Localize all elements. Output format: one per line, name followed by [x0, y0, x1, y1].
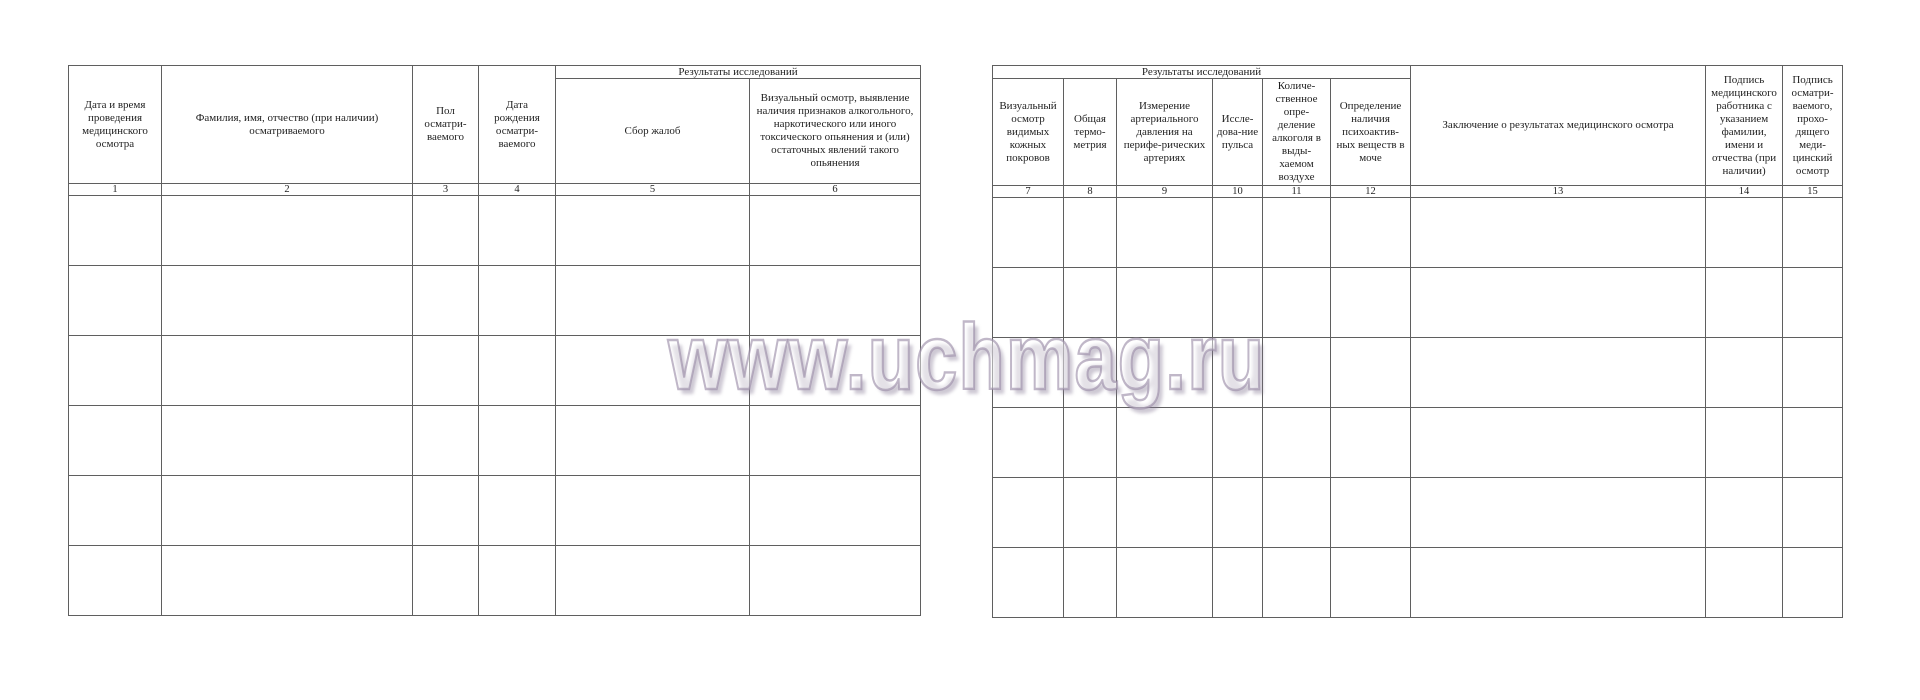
empty-entry-row — [993, 198, 1843, 268]
empty-cell — [750, 196, 921, 266]
empty-cell — [1411, 408, 1706, 478]
empty-entry-row — [993, 408, 1843, 478]
empty-cell — [1411, 268, 1706, 338]
empty-cell — [69, 196, 162, 266]
empty-entry-row — [69, 336, 921, 406]
empty-cell — [1783, 548, 1843, 618]
left-entry-rows — [69, 196, 921, 616]
empty-cell — [750, 546, 921, 616]
empty-cell — [69, 546, 162, 616]
empty-entry-row — [69, 266, 921, 336]
empty-cell — [1783, 268, 1843, 338]
header-col-8: Общая термо-метрия — [1064, 79, 1117, 186]
empty-cell — [556, 336, 750, 406]
empty-cell — [1411, 338, 1706, 408]
empty-cell — [413, 196, 479, 266]
empty-cell — [556, 476, 750, 546]
empty-cell — [993, 268, 1064, 338]
empty-cell — [413, 476, 479, 546]
header-col-14: Подпись медицинского работника с указанием фамилии, имени и отчества (при наличии) — [1706, 66, 1783, 186]
col-number-2: 2 — [162, 184, 413, 196]
empty-cell — [1213, 548, 1263, 618]
right-column-number-row — [993, 186, 1843, 198]
col-number-4: 4 — [479, 184, 556, 196]
col-number-10: 10 — [1213, 186, 1263, 198]
col-number-15: 15 — [1783, 186, 1843, 198]
empty-cell — [479, 546, 556, 616]
empty-cell — [993, 548, 1064, 618]
empty-cell — [750, 476, 921, 546]
empty-cell — [1064, 548, 1117, 618]
empty-cell — [750, 266, 921, 336]
header-col-13: Заключение о результатах медицинского осмотра — [1411, 66, 1706, 186]
empty-cell — [1331, 408, 1411, 478]
empty-cell — [993, 338, 1064, 408]
empty-cell — [1263, 268, 1331, 338]
empty-cell — [1783, 198, 1843, 268]
header-col-12: Определение наличия психоактив-ных веществ в моче — [1331, 79, 1411, 186]
empty-entry-row — [69, 406, 921, 476]
empty-cell — [1331, 198, 1411, 268]
empty-cell — [1064, 408, 1117, 478]
empty-cell — [1064, 268, 1117, 338]
empty-cell — [1411, 548, 1706, 618]
empty-cell — [413, 266, 479, 336]
empty-cell — [1263, 338, 1331, 408]
empty-cell — [162, 266, 413, 336]
empty-cell — [1117, 408, 1213, 478]
empty-entry-row — [69, 196, 921, 266]
empty-cell — [556, 406, 750, 476]
header-col-3: Пол осматри-ваемого — [413, 66, 479, 184]
empty-cell — [1706, 268, 1783, 338]
col-number-3: 3 — [413, 184, 479, 196]
empty-cell — [750, 406, 921, 476]
empty-cell — [1117, 198, 1213, 268]
empty-cell — [750, 336, 921, 406]
col-number-7: 7 — [993, 186, 1064, 198]
empty-cell — [413, 406, 479, 476]
empty-cell — [69, 336, 162, 406]
empty-cell — [1331, 268, 1411, 338]
header-col-10: Иссле-дова-ние пульса — [1213, 79, 1263, 186]
empty-cell — [556, 266, 750, 336]
col-number-8: 8 — [1064, 186, 1117, 198]
results-group-header-right: Результаты исследований — [993, 66, 1411, 79]
empty-cell — [1783, 338, 1843, 408]
empty-cell — [1263, 198, 1331, 268]
right-header-row-group — [993, 66, 1843, 79]
empty-cell — [413, 546, 479, 616]
empty-cell — [556, 546, 750, 616]
empty-cell — [479, 406, 556, 476]
empty-cell — [69, 266, 162, 336]
empty-cell — [1331, 338, 1411, 408]
empty-cell — [1263, 548, 1331, 618]
empty-entry-row — [993, 338, 1843, 408]
empty-cell — [1213, 408, 1263, 478]
empty-entry-row — [993, 478, 1843, 548]
empty-cell — [1213, 478, 1263, 548]
empty-cell — [1213, 268, 1263, 338]
col-number-1: 1 — [69, 184, 162, 196]
right-page-table — [992, 65, 1843, 618]
empty-cell — [556, 196, 750, 266]
empty-cell — [1117, 268, 1213, 338]
empty-cell — [1213, 338, 1263, 408]
empty-cell — [1331, 548, 1411, 618]
empty-cell — [1117, 478, 1213, 548]
col-number-6: 6 — [750, 184, 921, 196]
left-header-row-group — [69, 66, 921, 79]
col-number-11: 11 — [1263, 186, 1331, 198]
empty-cell — [1706, 338, 1783, 408]
empty-cell — [162, 476, 413, 546]
empty-cell — [1263, 478, 1331, 548]
empty-cell — [479, 196, 556, 266]
left-page-table — [68, 65, 921, 616]
empty-cell — [1783, 478, 1843, 548]
header-col-1: Дата и время проведения медицинского осмотра — [69, 66, 162, 184]
col-number-13: 13 — [1411, 186, 1706, 198]
empty-entry-row — [69, 546, 921, 616]
empty-cell — [69, 476, 162, 546]
empty-cell — [1783, 408, 1843, 478]
empty-cell — [1064, 338, 1117, 408]
empty-cell — [1117, 548, 1213, 618]
header-col-6: Визуальный осмотр, выявление наличия признаков алкогольного, наркотического или иного токсического опьянения и (или) остаточных явлений такого опьянения — [750, 79, 921, 184]
results-group-header-left: Результаты исследований — [556, 66, 921, 79]
header-col-7: Визуальный осмотр видимых кожных покровов — [993, 79, 1064, 186]
empty-cell — [162, 546, 413, 616]
empty-cell — [162, 336, 413, 406]
empty-cell — [1706, 198, 1783, 268]
empty-cell — [69, 406, 162, 476]
right-entry-rows — [993, 198, 1843, 618]
empty-cell — [479, 476, 556, 546]
empty-cell — [1213, 198, 1263, 268]
empty-cell — [479, 336, 556, 406]
left-column-number-row — [69, 184, 921, 196]
header-col-4: Дата рождения осматри-ваемого — [479, 66, 556, 184]
empty-entry-row — [993, 548, 1843, 618]
header-col-11: Количе-ственное опре-деление алкоголя в выды-хаемом воздухе — [1263, 79, 1331, 186]
empty-cell — [1064, 478, 1117, 548]
empty-cell — [993, 478, 1064, 548]
empty-cell — [993, 198, 1064, 268]
empty-cell — [1117, 338, 1213, 408]
empty-cell — [993, 408, 1064, 478]
empty-cell — [479, 266, 556, 336]
empty-entry-row — [993, 268, 1843, 338]
col-number-9: 9 — [1117, 186, 1213, 198]
watermark: www.uchmag.ru — [668, 306, 1266, 410]
header-col-9: Измерение артериального давления на перифе-рических артериях — [1117, 79, 1213, 186]
empty-cell — [1706, 548, 1783, 618]
empty-cell — [413, 336, 479, 406]
col-number-12: 12 — [1331, 186, 1411, 198]
header-col-5: Сбор жалоб — [556, 79, 750, 184]
empty-cell — [1263, 408, 1331, 478]
empty-cell — [162, 406, 413, 476]
empty-cell — [1706, 478, 1783, 548]
empty-cell — [162, 196, 413, 266]
empty-cell — [1411, 478, 1706, 548]
empty-cell — [1064, 198, 1117, 268]
header-col-15: Подпись осматри-ваемого, прохо-дящего меди-цинский осмотр — [1783, 66, 1843, 186]
header-col-2: Фамилия, имя, отчество (при наличии) осматриваемого — [162, 66, 413, 184]
empty-cell — [1706, 408, 1783, 478]
empty-cell — [1411, 198, 1706, 268]
empty-entry-row — [69, 476, 921, 546]
empty-cell — [1331, 478, 1411, 548]
col-number-14: 14 — [1706, 186, 1783, 198]
col-number-5: 5 — [556, 184, 750, 196]
